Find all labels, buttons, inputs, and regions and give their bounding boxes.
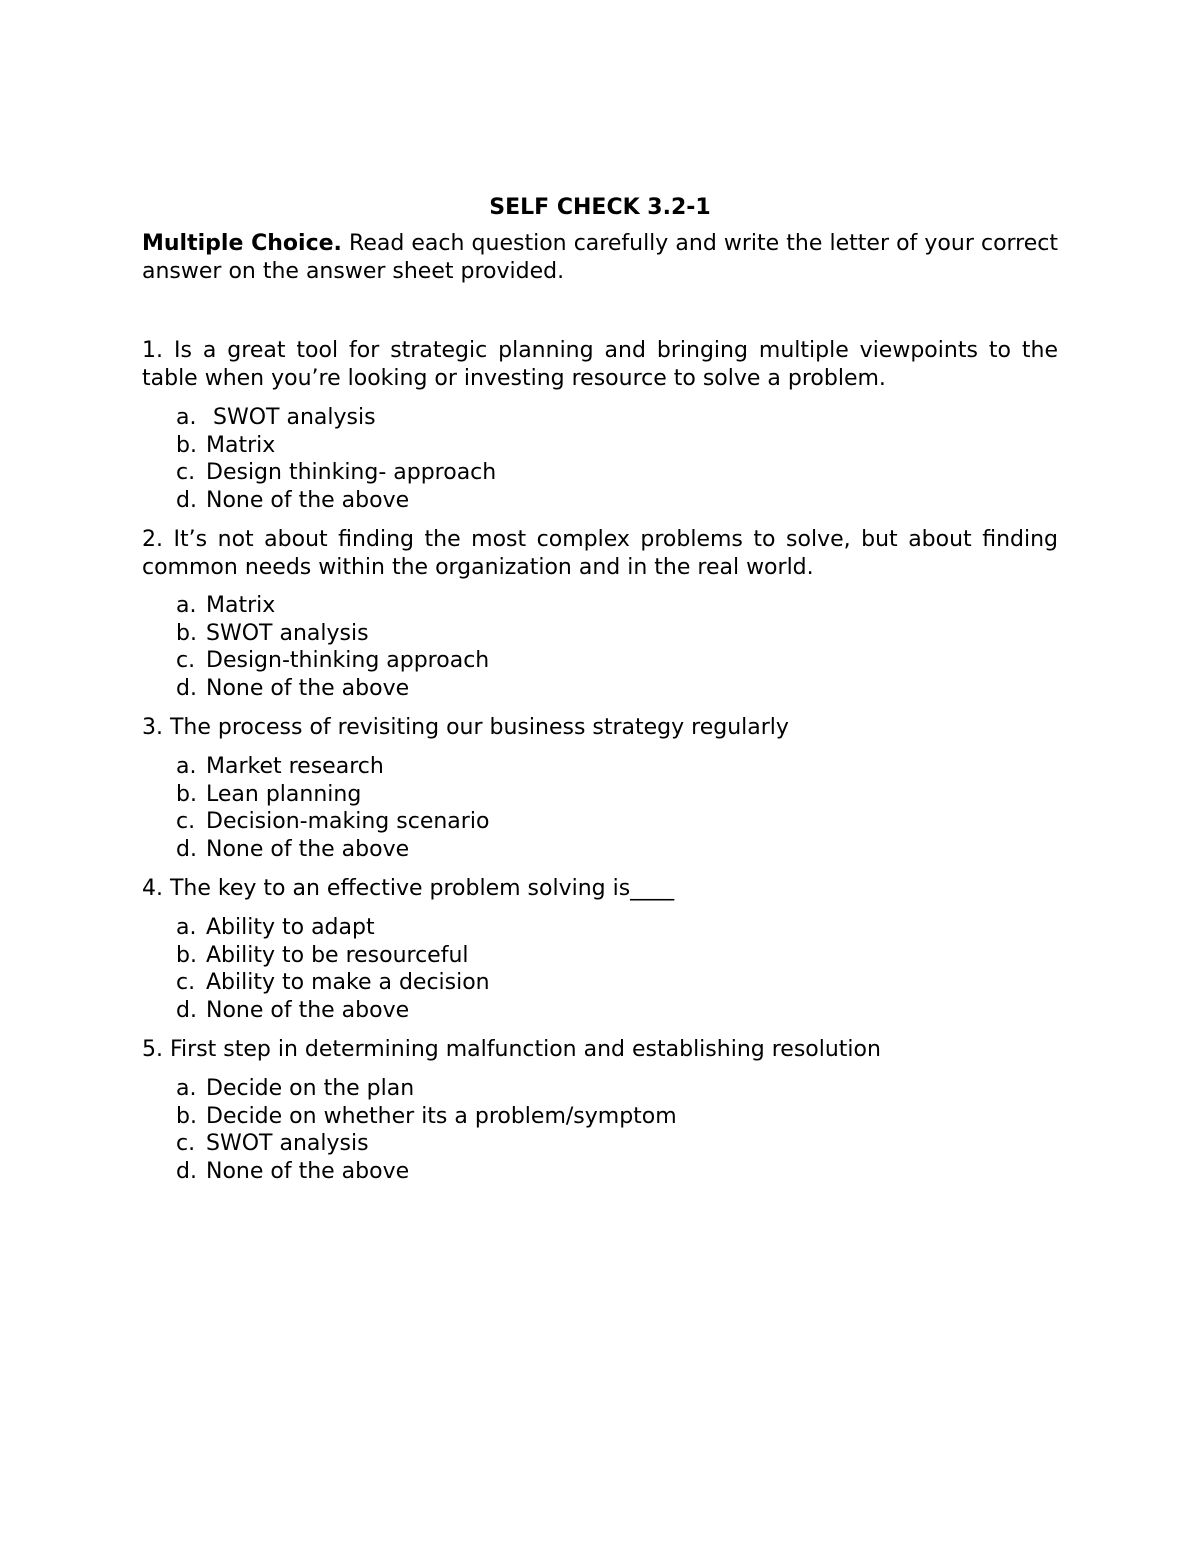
option-item (176, 914, 490, 942)
option-text: Ability to make a decision (206, 970, 490, 995)
option-text: Decide on whether its a problem/symptom (206, 1103, 677, 1129)
question-1-options (176, 404, 496, 514)
question-text: First step in determining malfunction and establishing resolution (163, 1037, 881, 1062)
question-3-options (176, 753, 489, 863)
option-letter: c. (176, 460, 196, 485)
option-text: Ability to be resourceful (206, 942, 469, 968)
option-letter: d. (176, 487, 197, 513)
option-item (176, 487, 496, 515)
option-letter: d. (176, 997, 197, 1023)
option-letter: c. (176, 648, 196, 673)
option-text: SWOT analysis (206, 1131, 369, 1156)
option-item (176, 781, 489, 809)
option-item (176, 675, 489, 703)
option-letter: a. (176, 405, 197, 430)
option-letter: c. (176, 1131, 196, 1156)
option-item (176, 753, 489, 781)
question-2-options (176, 592, 489, 702)
option-item (176, 997, 490, 1025)
option-text: Ability to adapt (206, 915, 375, 940)
question-text: The key to an effective problem solving is____ (163, 876, 675, 901)
option-item (176, 647, 489, 675)
option-letter: b. (176, 620, 197, 646)
option-letter: a. (176, 593, 197, 618)
question-number: 2. (142, 527, 163, 552)
instructions (142, 230, 1058, 286)
question-4-options (176, 914, 490, 1024)
question-number: 1. (142, 338, 163, 363)
page-title: SELF CHECK 3.2-1 (489, 195, 711, 220)
question-number: 4. (142, 876, 163, 901)
option-text: Lean planning (206, 781, 362, 807)
option-text: Design thinking- approach (206, 460, 497, 485)
question-number: 3. (142, 715, 163, 740)
option-item (176, 1103, 677, 1131)
option-text: Matrix (206, 432, 276, 458)
option-item (176, 1130, 677, 1158)
instructions-text: Read each question carefully and write the letter of your correct answer on the answer sheet provided. (142, 231, 1058, 284)
question-text: Is a great tool for strategic planning and bringing multiple viewpoints to the table when you’re looking or investing resource to solve a problem. (142, 338, 1058, 391)
option-item (176, 459, 496, 487)
option-letter: b. (176, 942, 197, 968)
option-letter: a. (176, 1076, 197, 1101)
option-text: Decide on the plan (206, 1076, 415, 1101)
question-2 (142, 526, 1058, 582)
option-letter: d. (176, 1158, 197, 1184)
option-text: Decision-making scenario (206, 809, 490, 834)
option-item (176, 836, 489, 864)
option-text: SWOT analysis (206, 405, 376, 430)
option-text: Matrix (206, 593, 276, 618)
instructions-lead: Multiple Choice. (142, 231, 342, 256)
option-letter: a. (176, 915, 197, 940)
option-text: None of the above (206, 836, 410, 862)
option-item (176, 808, 489, 836)
question-3 (142, 714, 1058, 742)
question-5-options (176, 1075, 677, 1185)
option-letter: b. (176, 1103, 197, 1129)
option-item (176, 432, 496, 460)
option-text: Design-thinking approach (206, 648, 490, 673)
question-4 (142, 875, 1058, 903)
option-letter: b. (176, 781, 197, 807)
option-letter: c. (176, 970, 196, 995)
question-1 (142, 337, 1058, 393)
option-letter: a. (176, 754, 197, 779)
option-letter: d. (176, 675, 197, 701)
option-item (176, 1075, 677, 1103)
option-text: None of the above (206, 1158, 410, 1184)
option-item (176, 969, 490, 997)
option-item (176, 404, 496, 432)
question-text: It’s not about finding the most complex problems to solve, but about finding common needs within the organization and in the real world. (142, 527, 1058, 580)
option-text: None of the above (206, 487, 410, 513)
option-text: SWOT analysis (206, 620, 369, 646)
question-5 (142, 1036, 1058, 1064)
option-letter: b. (176, 432, 197, 458)
option-letter: d. (176, 836, 197, 862)
option-text: Market research (206, 754, 384, 779)
option-letter: c. (176, 809, 196, 834)
question-text: The process of revisiting our business strategy regularly (163, 715, 789, 740)
option-item (176, 620, 489, 648)
question-number: 5. (142, 1037, 163, 1062)
option-item (176, 942, 490, 970)
option-text: None of the above (206, 675, 410, 701)
option-item (176, 1158, 677, 1186)
option-text: None of the above (206, 997, 410, 1023)
option-item (176, 592, 489, 620)
